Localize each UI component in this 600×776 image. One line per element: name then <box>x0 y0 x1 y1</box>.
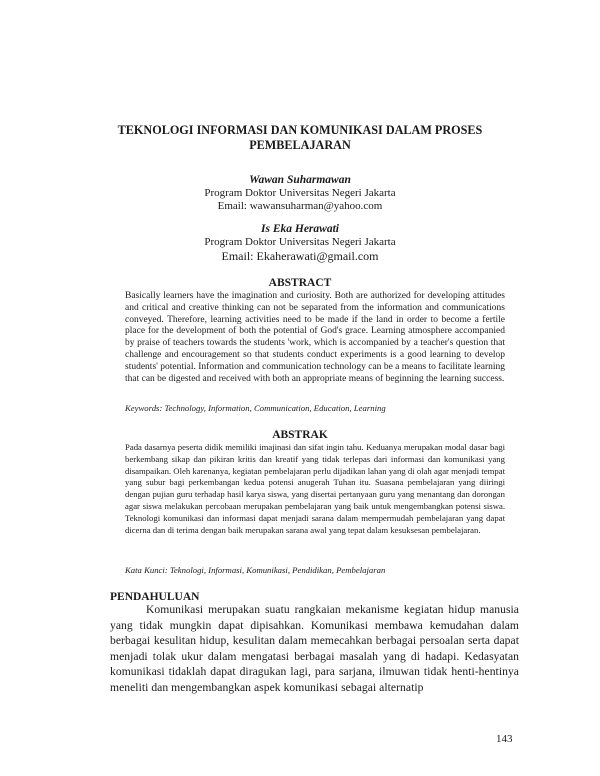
author-email: Email: Ekaherawati@gmail.com <box>221 249 379 263</box>
abstract-text: Basically learners have the imagination and curiosity. Both are authorized for developing attitudes and critical and creative thinking can not be separated from the information and communications conveyed. Therefore, learning activities need to be made if the land in order to become a fertile place for the development of both the potential of God's grace. Learning atmosphere accompanied by praise of teachers towards the students 'work, which is accompanied by a teacher's question that challenge and encouragement so that students conduct experiments is a good learning to develop students' potential. Information and communication technology can be a means to facilitate learning that can be digested and received with both an appropriate means of beginning the learning success. <box>125 291 505 384</box>
paper-title: TEKNOLOGI INFORMASI DAN KOMUNIKASI DALAM PROSES PEMBELAJARAN <box>117 123 483 152</box>
author-name: Wawan Suharmawan <box>249 174 351 186</box>
author-name: Is Eka Herawati <box>261 223 339 235</box>
introduction-paragraph: Komunikasi merupakan suatu rangkaian mekanisme kegiatan hidup manusia yang tidak mungkin dapat dipisahkan. Komunikasi membawa kemudahan dalam berbagai kesulitan hidup, kesulitan dalam memecahkan berbagai persoalan serta dapat menjadi tolak ukur dalam mengatasi berbagai masalah yang di hadapi. Kedasyatan komunikasi tidaklah dapat diragukan lagi, para sarjana, ilmuwan tidak henti-hentinya meneliti dan mengembangkan aspek komunikasi sebagai alternatip <box>110 603 519 694</box>
abstract-heading: ABSTRACT <box>268 277 332 289</box>
author-block-1 <box>150 173 450 213</box>
author-affiliation: Program Doktor Universitas Negeri Jakarta <box>204 236 396 248</box>
abstract-keywords: Keywords: Technology, Information, Communication, Education, Learning <box>125 403 386 413</box>
author-affiliation: Program Doktor Universitas Negeri Jakarta <box>204 187 396 199</box>
abstrak-heading: ABSTRAK <box>272 429 328 441</box>
author-email: Email: wawansuharman@yahoo.com <box>217 200 383 212</box>
page-number: 143 <box>496 733 513 745</box>
section-heading-introduction: PENDAHULUAN <box>110 591 200 603</box>
author-block-2 <box>150 222 450 263</box>
abstrak-text: Pada dasarnya peserta didik memiliki imajinasi dan sifat ingin tahu. Keduanya merupakan modal dasar bagi berkembang sikap dan pikiran kritis dan kreatif yang tidak terlepas dari informasi dan komunikasi yang disampaikan. Oleh karenanya, kegiatan pembelajaran perlu dijadikan lahan yang di olah agar menjadi tempat yang subur bagi perkembangan kedua potensi anugerah Tuhan itu. Suasana pembelajaran yang diiringi dengan pujian guru terhadap hasil karya siswa, yang disertai pertanyaan guru yang menantang dan dorongan agar siswa melakukan percobaan merupakan pembelajaran yang baik untuk mengembangkan potensi siswa. Teknologi komunikasi dan informasi dapat menjadi sarana dalam mempermudah pembelajaran yang dapat dicerna dan di terima dengan baik merupakan sarana awal yang tepat dalam kesuksesan pembelajaran. <box>125 442 505 535</box>
abstrak-keywords: Kata Kunci: Teknologi, Informasi, Komunikasi, Pendidikan, Pembelajaran <box>125 565 386 575</box>
